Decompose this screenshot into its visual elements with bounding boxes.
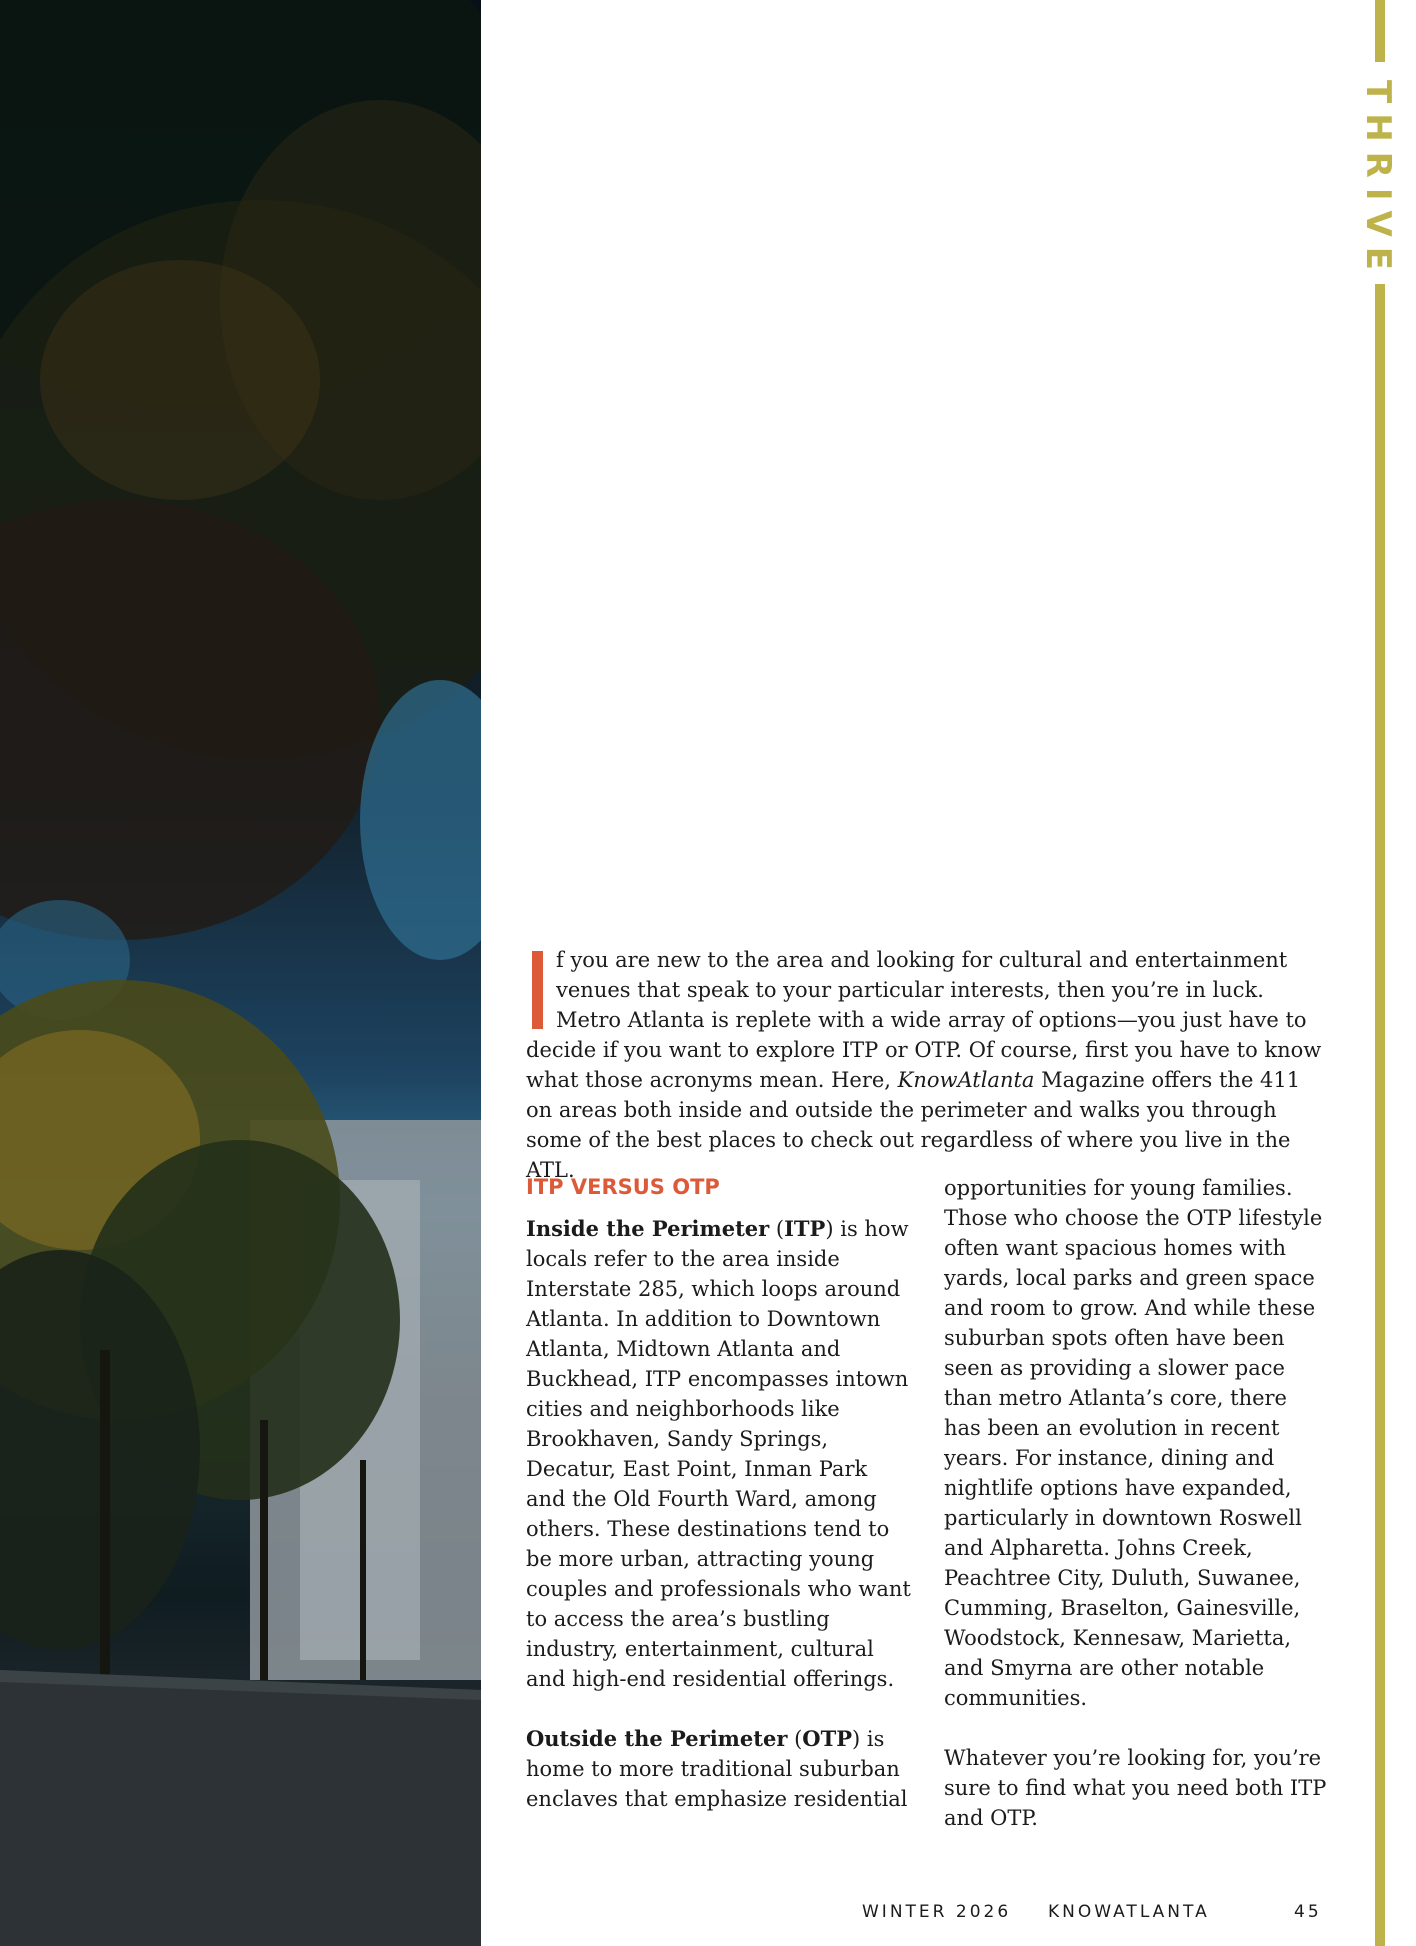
photo-illustration	[0, 0, 481, 1946]
magazine-name: KnowAtlanta	[897, 1068, 1035, 1092]
drop-cap-mark	[532, 951, 543, 1029]
itp-text: is how locals refer to the area inside Interstate 285, which loops around Atlanta. In addition to Downtown Atlanta, Midtown Atlanta and Buckhead, ITP encompasses intown cities and neighborhoods like Brookhaven, Sandy Springs, Decatur, East Point, Inman Park and the Old Fourth Ward, among others. These destinations tend to be more urban, attracting young couples and professionals who want to access the area’s bustling industry, entertainment, cultural and high-end residential offerings.	[526, 1217, 911, 1691]
intro-paragraph	[526, 945, 1326, 1185]
section-heading: ITP VERSUS OTP	[526, 1175, 720, 1199]
intro-text-before: f you are new to the area and looking for cultural and entertainment venues that speak to your particular interests, then you’re in luck. Metro Atlanta is replete with a wide array of options—you just have to decide if you want to explore ITP or OTP. Of course, first you have to know what those acronyms mean. Here,	[526, 948, 1322, 1092]
otp-paragraph-continued: opportunities for young families. Those who choose the OTP lifestyle often want spacious homes with yards, local parks and green space and room to grow. And while these suburban spots often have been seen as providing a slower pace than metro Atlanta’s core, there has been an evolution in recent years. For instance, dining and nightlife options have expanded, particularly in downtown Roswell and Alpharetta. Johns Creek, Peachtree City, Duluth, Suwanee, Cumming, Braselton, Gainesville, Woodstock, Kennesaw, Marietta, and Smyrna are other notable communities.	[944, 1176, 1323, 1710]
intro-text-after: Magazine offers the 411 on areas both inside and outside the perimeter and walks you through some of the best places to check out regardless of where you live in the ATL.	[526, 1068, 1301, 1182]
otp-text-left: is home to more traditional suburban enclaves that emphasize residential	[526, 1727, 908, 1811]
itp-abbr: ITP	[784, 1216, 826, 1241]
otp-term: Outside the Perimeter	[526, 1726, 788, 1751]
footer-issue: WINTER 2026	[862, 1902, 1012, 1922]
right-column	[944, 1173, 1329, 1833]
footer-magazine: KNOWATLANTA	[1048, 1902, 1210, 1922]
otp-paragraph-start: Outside the Perimeter (OTP) is home to more traditional suburban enclaves that emphasize residential	[526, 1726, 908, 1811]
page-footer	[862, 1892, 1322, 1932]
page-number: 45	[1294, 1902, 1322, 1922]
itp-paragraph: Inside the Perimeter (ITP) is how locals refer to the area inside Interstate 285, which loops around Atlanta. In addition to Downtown Atlanta, Midtown Atlanta and Buckhead, ITP encompasses intown cities and neighborhoods like Brookhaven, Sandy Springs, Decatur, East Point, Inman Park and the Old Fourth Ward, among others. These destinations tend to be more urban, attracting young couples and professionals who want to access the area’s bustling industry, entertainment, cultural and high-end residential offerings.	[526, 1216, 911, 1691]
closing-paragraph: Whatever you’re looking for, you’re sure to find what you need both ITP and OTP.	[944, 1746, 1327, 1830]
tree-canopy-photo	[0, 0, 481, 1946]
section-tab-label: THRIVE	[1358, 80, 1398, 281]
side-accent-line-bottom	[1375, 284, 1385, 1946]
side-accent-line-top	[1375, 0, 1385, 62]
left-column	[526, 1172, 911, 1814]
itp-term: Inside the Perimeter	[526, 1216, 770, 1241]
otp-abbr: OTP	[802, 1726, 852, 1751]
